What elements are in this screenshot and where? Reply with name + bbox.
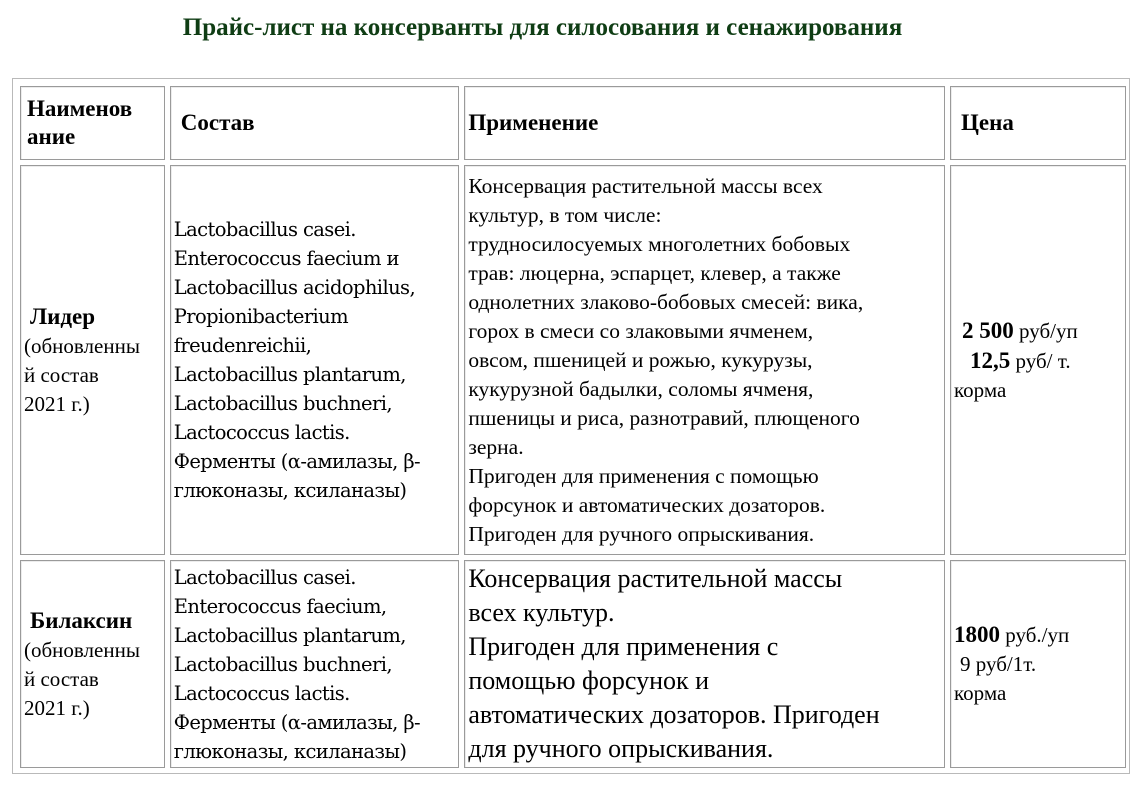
header-name: Наименов ание — [20, 86, 165, 160]
price-per-ton: 12,5 руб/ т. — [970, 347, 1071, 373]
table-row — [20, 165, 1126, 555]
price-per-pack: 1800 руб./уп — [954, 622, 1070, 647]
header-sostav: Состав — [170, 86, 460, 160]
table-header-row — [20, 86, 1126, 160]
sostav-cell: Lactobacillus casei. Enterococcus faecium и Lactobacillus acidophilus, Propionibacterium freudenreichii, Lactobacillus plantarum, Lactobacillus buchneri, Lactococcus lactis. Ферменты (α-амилазы, β- глюконазы, ксиланазы) — [170, 165, 460, 555]
primenenie-cell: Консервация растительной массы всех культур. Пригоден для применения с помощью форсунок и автоматических дозаторов. Пригоден для ручного опрыскивания. — [464, 560, 945, 768]
header-primenenie: Применение — [464, 86, 945, 160]
product-name: Лидер — [30, 303, 96, 329]
page-title: Прайс-лист на консерванты для силосования и сенажирования — [182, 14, 903, 41]
primenenie-cell: Консервация растительной массы всех культур, в том числе: трудносилосуемых многолетних бобовых трав: люцерна, эспарцет, клевер, а также однолетних злаково-бобовых смесей: вика, горох в смеси со злаковыми ячменем, овсом, пшеницей и рожью, кукурузы, кукурузной бадылки, соломы ячменя, пшеницы и риса, разнотравий, плющеного зерна. Пригоден для применения с помощью форсунок и автоматических дозаторов. Пригоден для ручного опрыскивания. — [464, 165, 945, 555]
header-cena: Цена — [950, 86, 1126, 160]
product-name-cell: Лидер (обновленны й состав 2021 г.) — [20, 165, 165, 555]
sostav-cell: Lactobacillus casei. Enterococcus faecium, Lactobacillus plantarum, Lactobacillus buchneri, Lactococcus lactis. Ферменты (α-амилазы, β- глюконазы, ксиланазы) — [170, 560, 460, 768]
product-name: Билаксин — [30, 607, 133, 633]
table-row — [20, 560, 1126, 768]
price-cell: 2 500 руб/уп 12,5 руб/ т. корма — [950, 165, 1126, 555]
price-table — [15, 81, 1131, 773]
price-cell: 1800 руб./уп 9 руб/1т. корма — [950, 560, 1126, 768]
product-name-cell: Билаксин (обновленны й состав 2021 г.) — [20, 560, 165, 768]
price-per-ton: 9 руб/1т. — [960, 652, 1037, 676]
price-per-pack: 2 500 руб/уп — [962, 317, 1078, 343]
